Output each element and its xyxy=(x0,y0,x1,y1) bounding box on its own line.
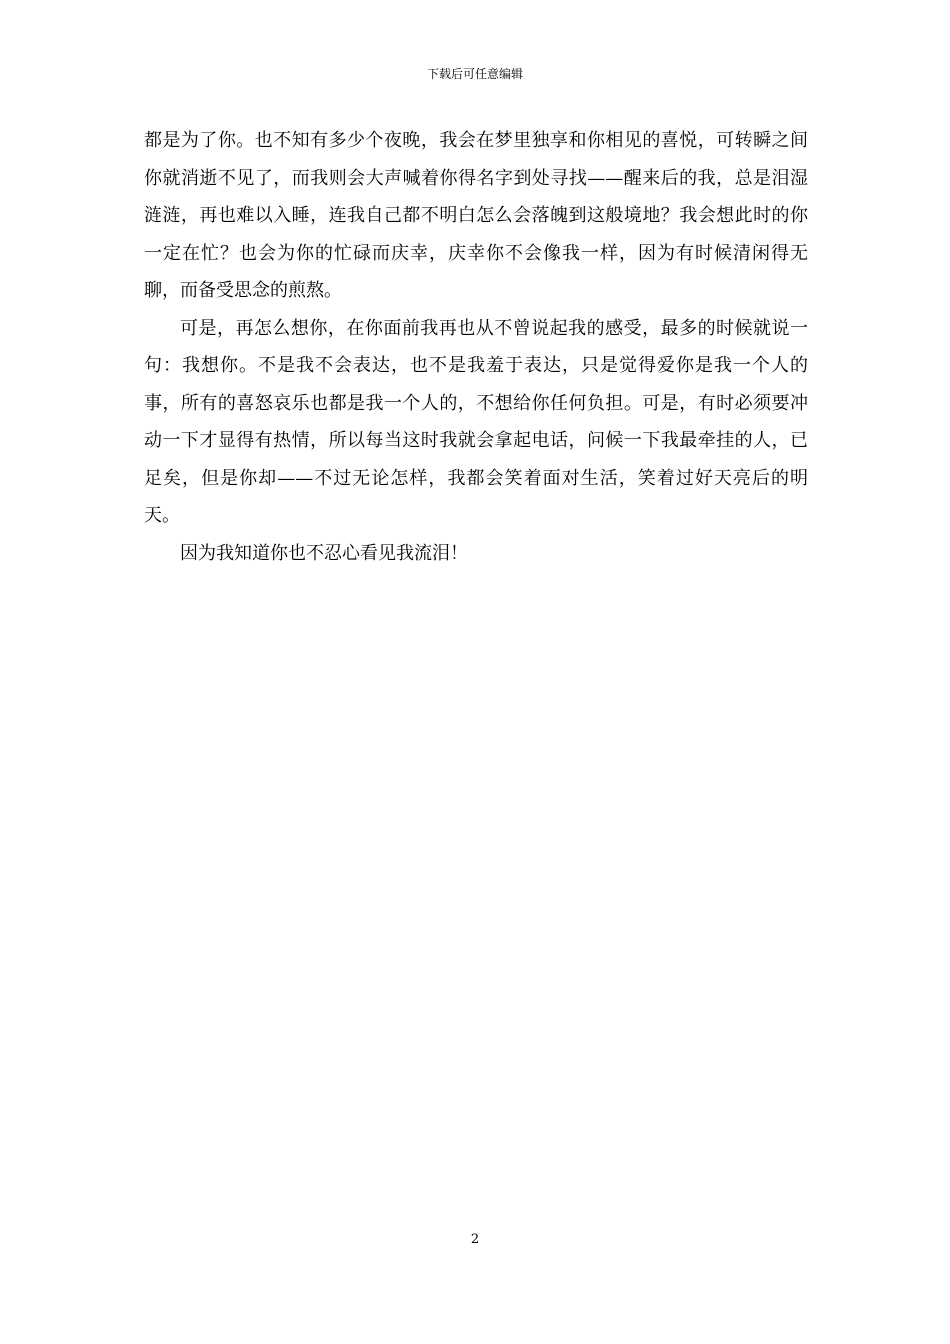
page-number: 2 xyxy=(470,1232,480,1247)
paragraph: 因为我知道你也不忍心看见我流泪！ xyxy=(180,542,468,564)
paragraph: 可是，再怎么想你，在你面前我再也从不曾说起我的感受，最多的时候就说一句：我想你。不是我不会表达，也不是我羞于表达，只是觉得爱你是我一个人的事，所有的喜怒哀乐也都是我一个人的，不想给你任何负担。可是，有时必须要冲动一下才显得有热情，所以每当这时我就会拿起电话，问候一下我最牵挂的人，已足矣，但是你却——不过无论怎样，我都会笑着面对生活，笑着过好天亮后的明天。 xyxy=(144,317,808,526)
document-body xyxy=(144,122,808,572)
paragraph-continued: 都是为了你。也不知有多少个夜晚，我会在梦里独享和你相见的喜悦，可转瞬之间你就消逝不见了，而我则会大声喊着你得名字到处寻找——醒来后的我，总是泪湿涟涟，再也难以入睡，连我自己都不明白怎么会落魄到这般境地？我会想此时的你一定在忙？也会为你的忙碌而庆幸，庆幸你不会像我一样，因为有时候清闲得无聊，而备受思念的煎熬。 xyxy=(144,130,808,301)
page-header: 下载后可任意编辑 xyxy=(426,67,523,81)
